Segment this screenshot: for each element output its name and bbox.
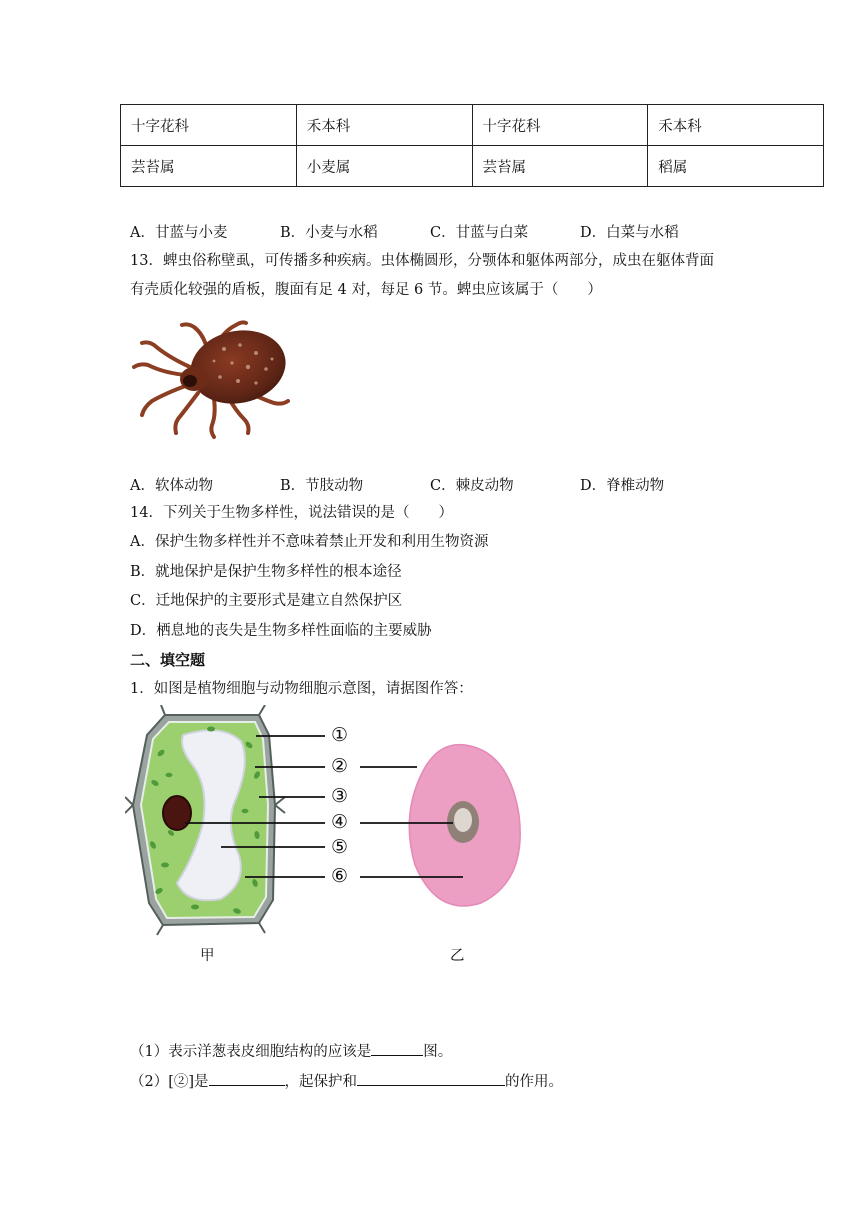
q14-stem: 14．下列关于生物多样性，说法错误的是（ ） — [130, 505, 453, 521]
table-cell: 芸苔属 — [121, 146, 297, 187]
label-1: ① — [331, 724, 349, 746]
q14-option-d[interactable]: D．栖息地的丧失是生物多样性面临的主要威胁 — [130, 623, 432, 639]
sub2-middle: ，起保护和 — [284, 1074, 358, 1090]
table-cell: 小麦属 — [296, 146, 472, 187]
table-cell: 十字花科 — [121, 105, 297, 146]
answer-blank-2[interactable] — [209, 1069, 285, 1086]
q13-options — [130, 474, 664, 495]
tick-image — [128, 315, 298, 440]
fill1-sub2 — [130, 1069, 563, 1092]
cell-diagram — [125, 705, 535, 970]
label-4: ④ — [331, 811, 349, 833]
q13-option-a[interactable]: A．软体动物 — [130, 478, 213, 494]
plant-nucleus — [163, 796, 191, 830]
sub2-suffix: 的作用。 — [505, 1074, 564, 1090]
answer-blank-1[interactable] — [371, 1039, 423, 1056]
label-5: ⑤ — [331, 836, 349, 858]
q12-option-a[interactable]: A．甘蓝与小麦 — [130, 225, 228, 241]
answer-blank-3[interactable] — [357, 1069, 505, 1086]
q13-stem-line2: 有壳质化较强的盾板，腹面有足 4 对，每足 6 节。蜱虫应该属于（ ） — [130, 282, 602, 298]
sub1-prefix: （1）表示洋葱表皮细胞结构的应该是 — [130, 1044, 372, 1060]
label-3: ③ — [331, 785, 349, 807]
label-2: ② — [331, 755, 349, 777]
table-cell: 十字花科 — [472, 105, 648, 146]
section-heading: 二、填空题 — [130, 651, 206, 669]
fill1-stem: 1．如图是植物细胞与动物细胞示意图，请据图作答： — [130, 681, 473, 697]
animal-nucleolus — [454, 808, 472, 832]
caption-animal-cell: 乙 — [450, 948, 465, 964]
classification-table — [120, 104, 824, 187]
q14-option-b[interactable]: B．就地保护是保护生物多样性的根本途径 — [130, 564, 402, 580]
q12-option-d[interactable]: D．白菜与水稻 — [580, 225, 679, 241]
q13-stem-line1: 13．蜱虫俗称壁虱，可传播多种疾病。虫体椭圆形，分颚体和躯体两部分，成虫在躯体背面 — [130, 253, 714, 269]
q14-option-a[interactable]: A．保护生物多样性并不意味着禁止开发和利用生物资源 — [130, 534, 489, 550]
q12-option-c[interactable]: C．甘蓝与白菜 — [430, 225, 529, 241]
table-cell: 稻属 — [648, 146, 824, 187]
table-cell: 禾本科 — [296, 105, 472, 146]
q13-option-c[interactable]: C．棘皮动物 — [430, 478, 514, 494]
table-cell: 芸苔属 — [472, 146, 648, 187]
q13-option-b[interactable]: B．节肢动物 — [280, 478, 364, 494]
label-6: ⑥ — [331, 865, 349, 887]
sub2-prefix: （2）[②]是 — [130, 1074, 209, 1090]
table-cell: 禾本科 — [648, 105, 824, 146]
q12-options — [130, 221, 679, 242]
table-row — [121, 146, 824, 187]
fill1-sub1 — [130, 1039, 452, 1062]
sub1-suffix: 图。 — [423, 1044, 453, 1060]
q14-option-c[interactable]: C．迁地保护的主要形式是建立自然保护区 — [130, 593, 403, 609]
table-row — [121, 105, 824, 146]
q13-option-d[interactable]: D．脊椎动物 — [580, 478, 665, 494]
q12-option-b[interactable]: B．小麦与水稻 — [280, 225, 378, 241]
caption-plant-cell: 甲 — [200, 948, 215, 964]
